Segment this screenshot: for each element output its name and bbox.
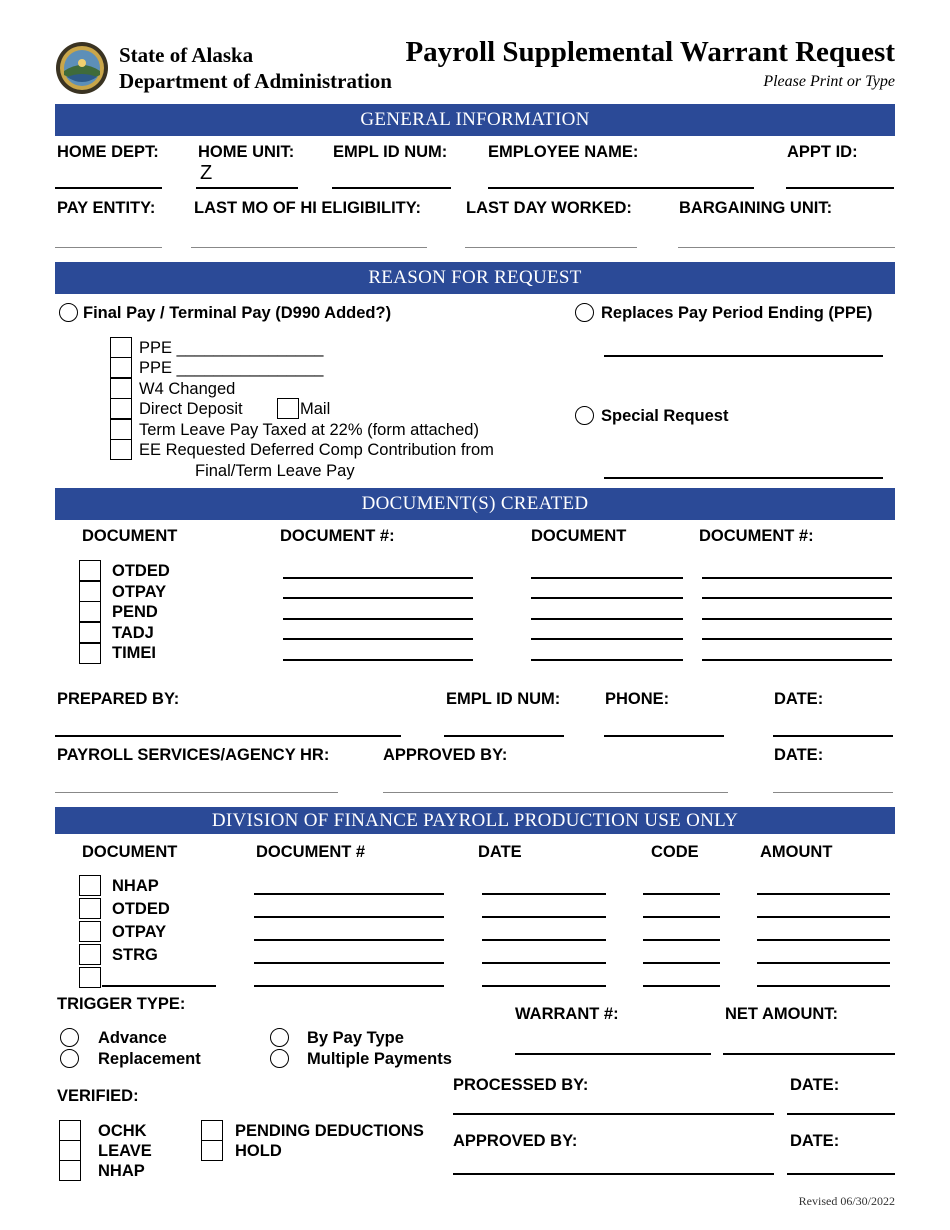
finance-entry-field[interactable] xyxy=(757,985,890,987)
direct-deposit-checkbox[interactable] xyxy=(110,398,132,419)
warrant-num-field[interactable] xyxy=(515,1053,711,1055)
last-mo-field[interactable] xyxy=(191,247,427,248)
advance-label: Advance xyxy=(98,1029,167,1047)
approved-by-field[interactable] xyxy=(383,792,728,793)
doc-item: OTPAY xyxy=(112,583,167,601)
verified-label: VERIFIED: xyxy=(57,1087,139,1105)
general-information-band: GENERAL INFORMATION xyxy=(55,104,895,136)
ochk-label: OCHK xyxy=(98,1122,147,1140)
doc-item: PEND xyxy=(112,603,158,621)
pay-entity-label: PAY ENTITY: xyxy=(57,199,156,217)
date-label: DATE: xyxy=(774,690,824,708)
special-request-label: Special Request xyxy=(601,407,729,425)
direct-deposit-label: Direct Deposit xyxy=(139,400,243,418)
pay-entity-field[interactable] xyxy=(55,247,162,248)
payroll-services-label: PAYROLL SERVICES/AGENCY HR: xyxy=(57,746,330,764)
alaska-seal-icon xyxy=(55,41,109,95)
pending-deductions-checkbox[interactable] xyxy=(201,1120,223,1141)
date-approved-label: DATE: xyxy=(790,1132,840,1150)
mail-label: Mail xyxy=(300,400,331,418)
prepared-by-field[interactable] xyxy=(55,735,401,737)
date-processed-label: DATE: xyxy=(790,1076,840,1094)
hold-checkbox[interactable] xyxy=(201,1140,223,1161)
finance-entry-field[interactable] xyxy=(254,893,444,895)
document-number-field[interactable] xyxy=(283,618,473,620)
by-pay-type-label: By Pay Type xyxy=(307,1029,404,1047)
finance-entry-field[interactable] xyxy=(254,939,444,941)
finance-entry-field[interactable] xyxy=(757,916,890,918)
last-mo-label: LAST MO OF HI ELIGIBILITY: xyxy=(194,199,422,217)
form-title: Payroll Supplemental Warrant Request xyxy=(405,36,895,68)
signoff-empl-id-label: EMPL ID NUM: xyxy=(446,690,561,708)
final-pay-radio[interactable] xyxy=(59,303,78,322)
home-unit-field[interactable] xyxy=(196,187,298,189)
fin-otded-checkbox[interactable] xyxy=(79,898,101,919)
special-request-radio[interactable] xyxy=(575,406,594,425)
fin-nhap-checkbox[interactable] xyxy=(79,875,101,896)
document-number-field[interactable] xyxy=(702,618,892,620)
revised-date: Revised 06/30/2022 xyxy=(798,1194,895,1208)
fin-approved-by-label: APPROVED BY: xyxy=(453,1132,578,1150)
doc-col-number: DOCUMENT #: xyxy=(280,527,395,545)
fin-item: OTPAY xyxy=(112,923,167,941)
finance-entry-field[interactable] xyxy=(482,962,606,964)
finance-entry-field[interactable] xyxy=(254,916,444,918)
ppe1-label: PPE ________________ xyxy=(139,339,324,357)
form-subtitle: Please Print or Type xyxy=(763,73,895,90)
fin-item: OTDED xyxy=(112,900,170,918)
last-day-field[interactable] xyxy=(465,247,637,248)
nhap-label: NHAP xyxy=(98,1162,145,1180)
ppe1-checkbox[interactable] xyxy=(110,337,132,358)
ee-deferred-checkbox[interactable] xyxy=(110,439,132,460)
prepared-by-label: PREPARED BY: xyxy=(57,690,180,708)
otpay-checkbox[interactable] xyxy=(79,581,101,602)
by-pay-type-radio[interactable] xyxy=(270,1028,289,1047)
finance-entry-field[interactable] xyxy=(643,893,720,895)
date-processed-field[interactable] xyxy=(787,1113,895,1115)
ee-deferred-label: EE Requested Deferred Comp Contribution from xyxy=(139,441,494,459)
bargaining-field[interactable] xyxy=(678,247,895,248)
date-label: DATE: xyxy=(774,746,824,764)
multiple-payments-label: Multiple Payments xyxy=(307,1050,452,1068)
fin-strg-checkbox[interactable] xyxy=(79,944,101,965)
document-number-field[interactable] xyxy=(702,638,892,640)
finance-entry-field[interactable] xyxy=(757,939,890,941)
finance-entry-field[interactable] xyxy=(482,939,606,941)
document-number-field[interactable] xyxy=(283,659,473,661)
pending-deductions-label: PENDING DEDUCTIONS xyxy=(235,1122,424,1140)
warrant-num-label: WARRANT #: xyxy=(515,1005,619,1023)
fin-col-code: CODE xyxy=(651,843,699,861)
ppe2-label: PPE ________________ xyxy=(139,359,324,377)
hold-label: HOLD xyxy=(235,1142,282,1160)
document-number-field[interactable] xyxy=(283,597,473,599)
ochk-checkbox[interactable] xyxy=(59,1120,81,1141)
empl-id-field[interactable] xyxy=(332,187,451,189)
doc-col-document: DOCUMENT xyxy=(82,527,178,545)
date-field[interactable] xyxy=(773,792,893,793)
finance-entry-field[interactable] xyxy=(254,962,444,964)
finance-entry-field[interactable] xyxy=(482,916,606,918)
home-unit-value: Z xyxy=(200,162,213,184)
w4-label: W4 Changed xyxy=(139,380,236,398)
special-request-field[interactable] xyxy=(604,477,883,479)
employee-name-field[interactable] xyxy=(488,187,754,189)
reason-band: REASON FOR REQUEST xyxy=(55,262,895,294)
fin-otpay-checkbox[interactable] xyxy=(79,921,101,942)
document-number-field[interactable] xyxy=(531,638,683,640)
last-day-label: LAST DAY WORKED: xyxy=(466,199,632,217)
finance-entry-field[interactable] xyxy=(643,916,720,918)
fin-col-document: DOCUMENT xyxy=(82,843,178,861)
trigger-type-label: TRIGGER TYPE: xyxy=(57,995,186,1013)
otded-checkbox[interactable] xyxy=(79,560,101,581)
mail-checkbox[interactable] xyxy=(277,398,299,419)
replaces-ppe-field[interactable] xyxy=(604,355,883,357)
finance-entry-field[interactable] xyxy=(482,893,606,895)
document-number-field[interactable] xyxy=(702,659,892,661)
replaces-ppe-label: Replaces Pay Period Ending (PPE) xyxy=(601,304,873,322)
document-number-field[interactable] xyxy=(283,638,473,640)
phone-label: PHONE: xyxy=(605,690,670,708)
approved-by-label: APPROVED BY: xyxy=(383,746,508,764)
replaces-ppe-radio[interactable] xyxy=(575,303,594,322)
doc-item: OTDED xyxy=(112,562,170,580)
fin-col-number: DOCUMENT # xyxy=(256,843,366,861)
fin-item: NHAP xyxy=(112,877,159,895)
net-amount-field[interactable] xyxy=(723,1053,895,1055)
date-field[interactable] xyxy=(773,735,893,737)
doc-col-document-2: DOCUMENT xyxy=(531,527,627,545)
employee-name-label: EMPLOYEE NAME: xyxy=(488,143,639,161)
processed-by-field[interactable] xyxy=(453,1113,774,1115)
document-number-field[interactable] xyxy=(702,577,892,579)
appt-id-field[interactable] xyxy=(786,187,894,189)
tadj-checkbox[interactable] xyxy=(79,622,101,643)
org-name: State of Alaska xyxy=(119,43,254,67)
net-amount-label: NET AMOUNT: xyxy=(725,1005,839,1023)
document-number-field[interactable] xyxy=(531,618,683,620)
replacement-radio[interactable] xyxy=(60,1049,79,1068)
final-pay-label: Final Pay / Terminal Pay (D990 Added?) xyxy=(83,304,392,322)
finance-entry-field[interactable] xyxy=(757,962,890,964)
finance-entry-field[interactable] xyxy=(643,939,720,941)
nhap-checkbox[interactable] xyxy=(59,1160,81,1181)
leave-label: LEAVE xyxy=(98,1142,152,1160)
documents-band: DOCUMENT(S) CREATED xyxy=(55,488,895,520)
document-number-field[interactable] xyxy=(283,577,473,579)
fin-col-date: DATE xyxy=(478,843,522,861)
term-leave-label: Term Leave Pay Taxed at 22% (form attached) xyxy=(139,421,479,439)
signoff-empl-id-field[interactable] xyxy=(444,735,564,737)
ee-deferred-label-cont: Final/Term Leave Pay xyxy=(195,462,355,480)
doc-item: TADJ xyxy=(112,624,154,642)
document-number-field[interactable] xyxy=(531,577,683,579)
finance-entry-field[interactable] xyxy=(254,985,444,987)
finance-band: DIVISION OF FINANCE PAYROLL PRODUCTION USE ONLY xyxy=(55,807,895,834)
advance-radio[interactable] xyxy=(60,1028,79,1047)
payroll-services-field[interactable] xyxy=(55,792,338,793)
document-number-field[interactable] xyxy=(702,597,892,599)
phone-field[interactable] xyxy=(604,735,724,737)
fin-item: STRG xyxy=(112,946,158,964)
date-approved-field[interactable] xyxy=(787,1173,895,1175)
leave-checkbox[interactable] xyxy=(59,1140,81,1161)
finance-entry-field[interactable] xyxy=(643,962,720,964)
home-dept-label: HOME DEPT: xyxy=(57,143,159,161)
finance-entry-field[interactable] xyxy=(643,985,720,987)
fin-approved-by-field[interactable] xyxy=(453,1173,774,1175)
ppe2-checkbox[interactable] xyxy=(110,357,132,378)
pend-checkbox[interactable] xyxy=(79,601,101,622)
doc-col-number-2: DOCUMENT #: xyxy=(699,527,814,545)
timei-checkbox[interactable] xyxy=(79,643,101,664)
replacement-label: Replacement xyxy=(98,1050,201,1068)
finance-entry-field[interactable] xyxy=(482,985,606,987)
empl-id-label: EMPL ID NUM: xyxy=(333,143,448,161)
bargaining-label: BARGAINING UNIT: xyxy=(679,199,833,217)
document-number-field[interactable] xyxy=(531,659,683,661)
processed-by-label: PROCESSED BY: xyxy=(453,1076,589,1094)
fin-other-doc-field[interactable] xyxy=(102,985,216,987)
doc-item: TIMEI xyxy=(112,644,156,662)
home-unit-label: HOME UNIT: xyxy=(198,143,295,161)
home-dept-field[interactable] xyxy=(55,187,162,189)
multiple-payments-radio[interactable] xyxy=(270,1049,289,1068)
department-name: Department of Administration xyxy=(119,69,392,93)
fin-col-amount: AMOUNT xyxy=(760,843,833,861)
finance-entry-field[interactable] xyxy=(757,893,890,895)
document-number-field[interactable] xyxy=(531,597,683,599)
term-leave-checkbox[interactable] xyxy=(110,419,132,440)
fin-other-checkbox[interactable] xyxy=(79,967,101,988)
appt-id-label: APPT ID: xyxy=(787,143,858,161)
w4-checkbox[interactable] xyxy=(110,378,132,399)
